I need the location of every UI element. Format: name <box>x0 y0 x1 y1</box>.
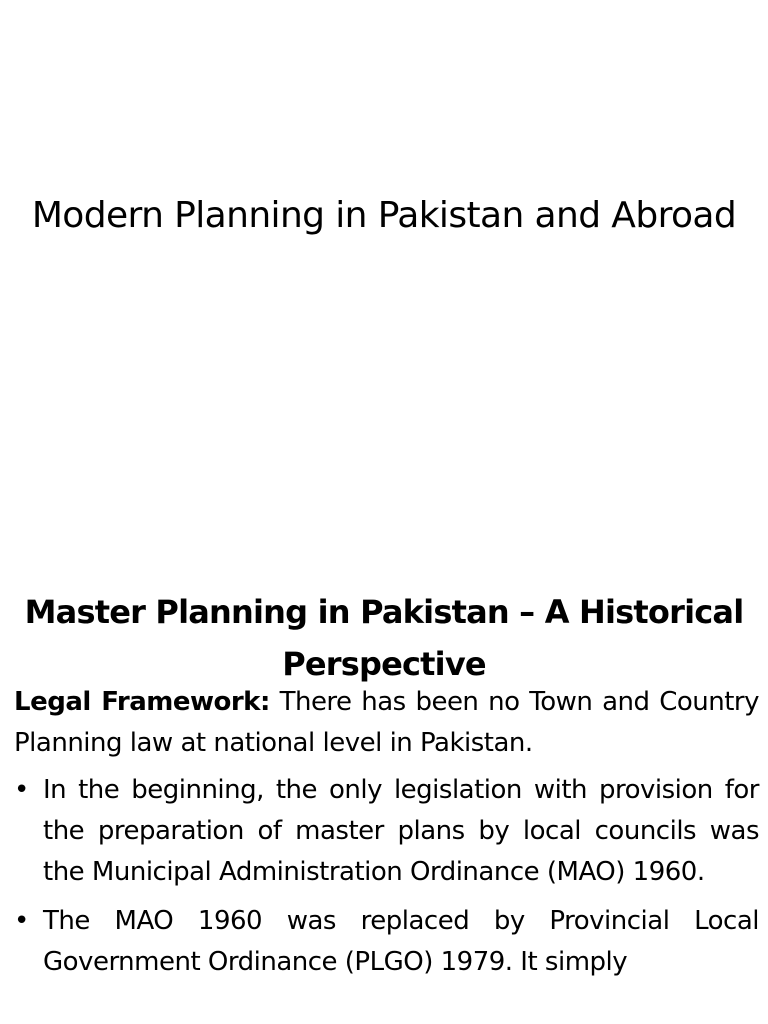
legal-framework-paragraph <box>14 682 759 764</box>
bullet-item <box>14 901 759 983</box>
legal-framework-label: Legal Framework: <box>14 687 270 717</box>
bullet-text: The MAO 1960 was replaced by Provincial Local Government Ordinance (PLGO) 1979. It simply <box>43 906 759 977</box>
bullet-dot-icon: • <box>14 775 29 805</box>
slide-2-body <box>14 682 759 991</box>
bullet-text: In the beginning, the only legislation with provision for the preparation of master plans by local councils was the Municipal Administration Ordinance (MAO) 1960. <box>43 775 759 887</box>
bullet-list <box>14 770 759 983</box>
slide-1-title: Modern Planning in Pakistan and Abroad <box>31 195 737 236</box>
bullet-dot-icon: • <box>14 906 29 936</box>
slide-2 <box>0 560 768 1024</box>
bullet-item <box>14 770 759 893</box>
legal-framework-text: There has been no Town and Country Planning law at national level in Pakistan. <box>14 687 759 758</box>
slide-2-title: Master Planning in Pakistan – A Historical Perspective <box>24 593 744 683</box>
